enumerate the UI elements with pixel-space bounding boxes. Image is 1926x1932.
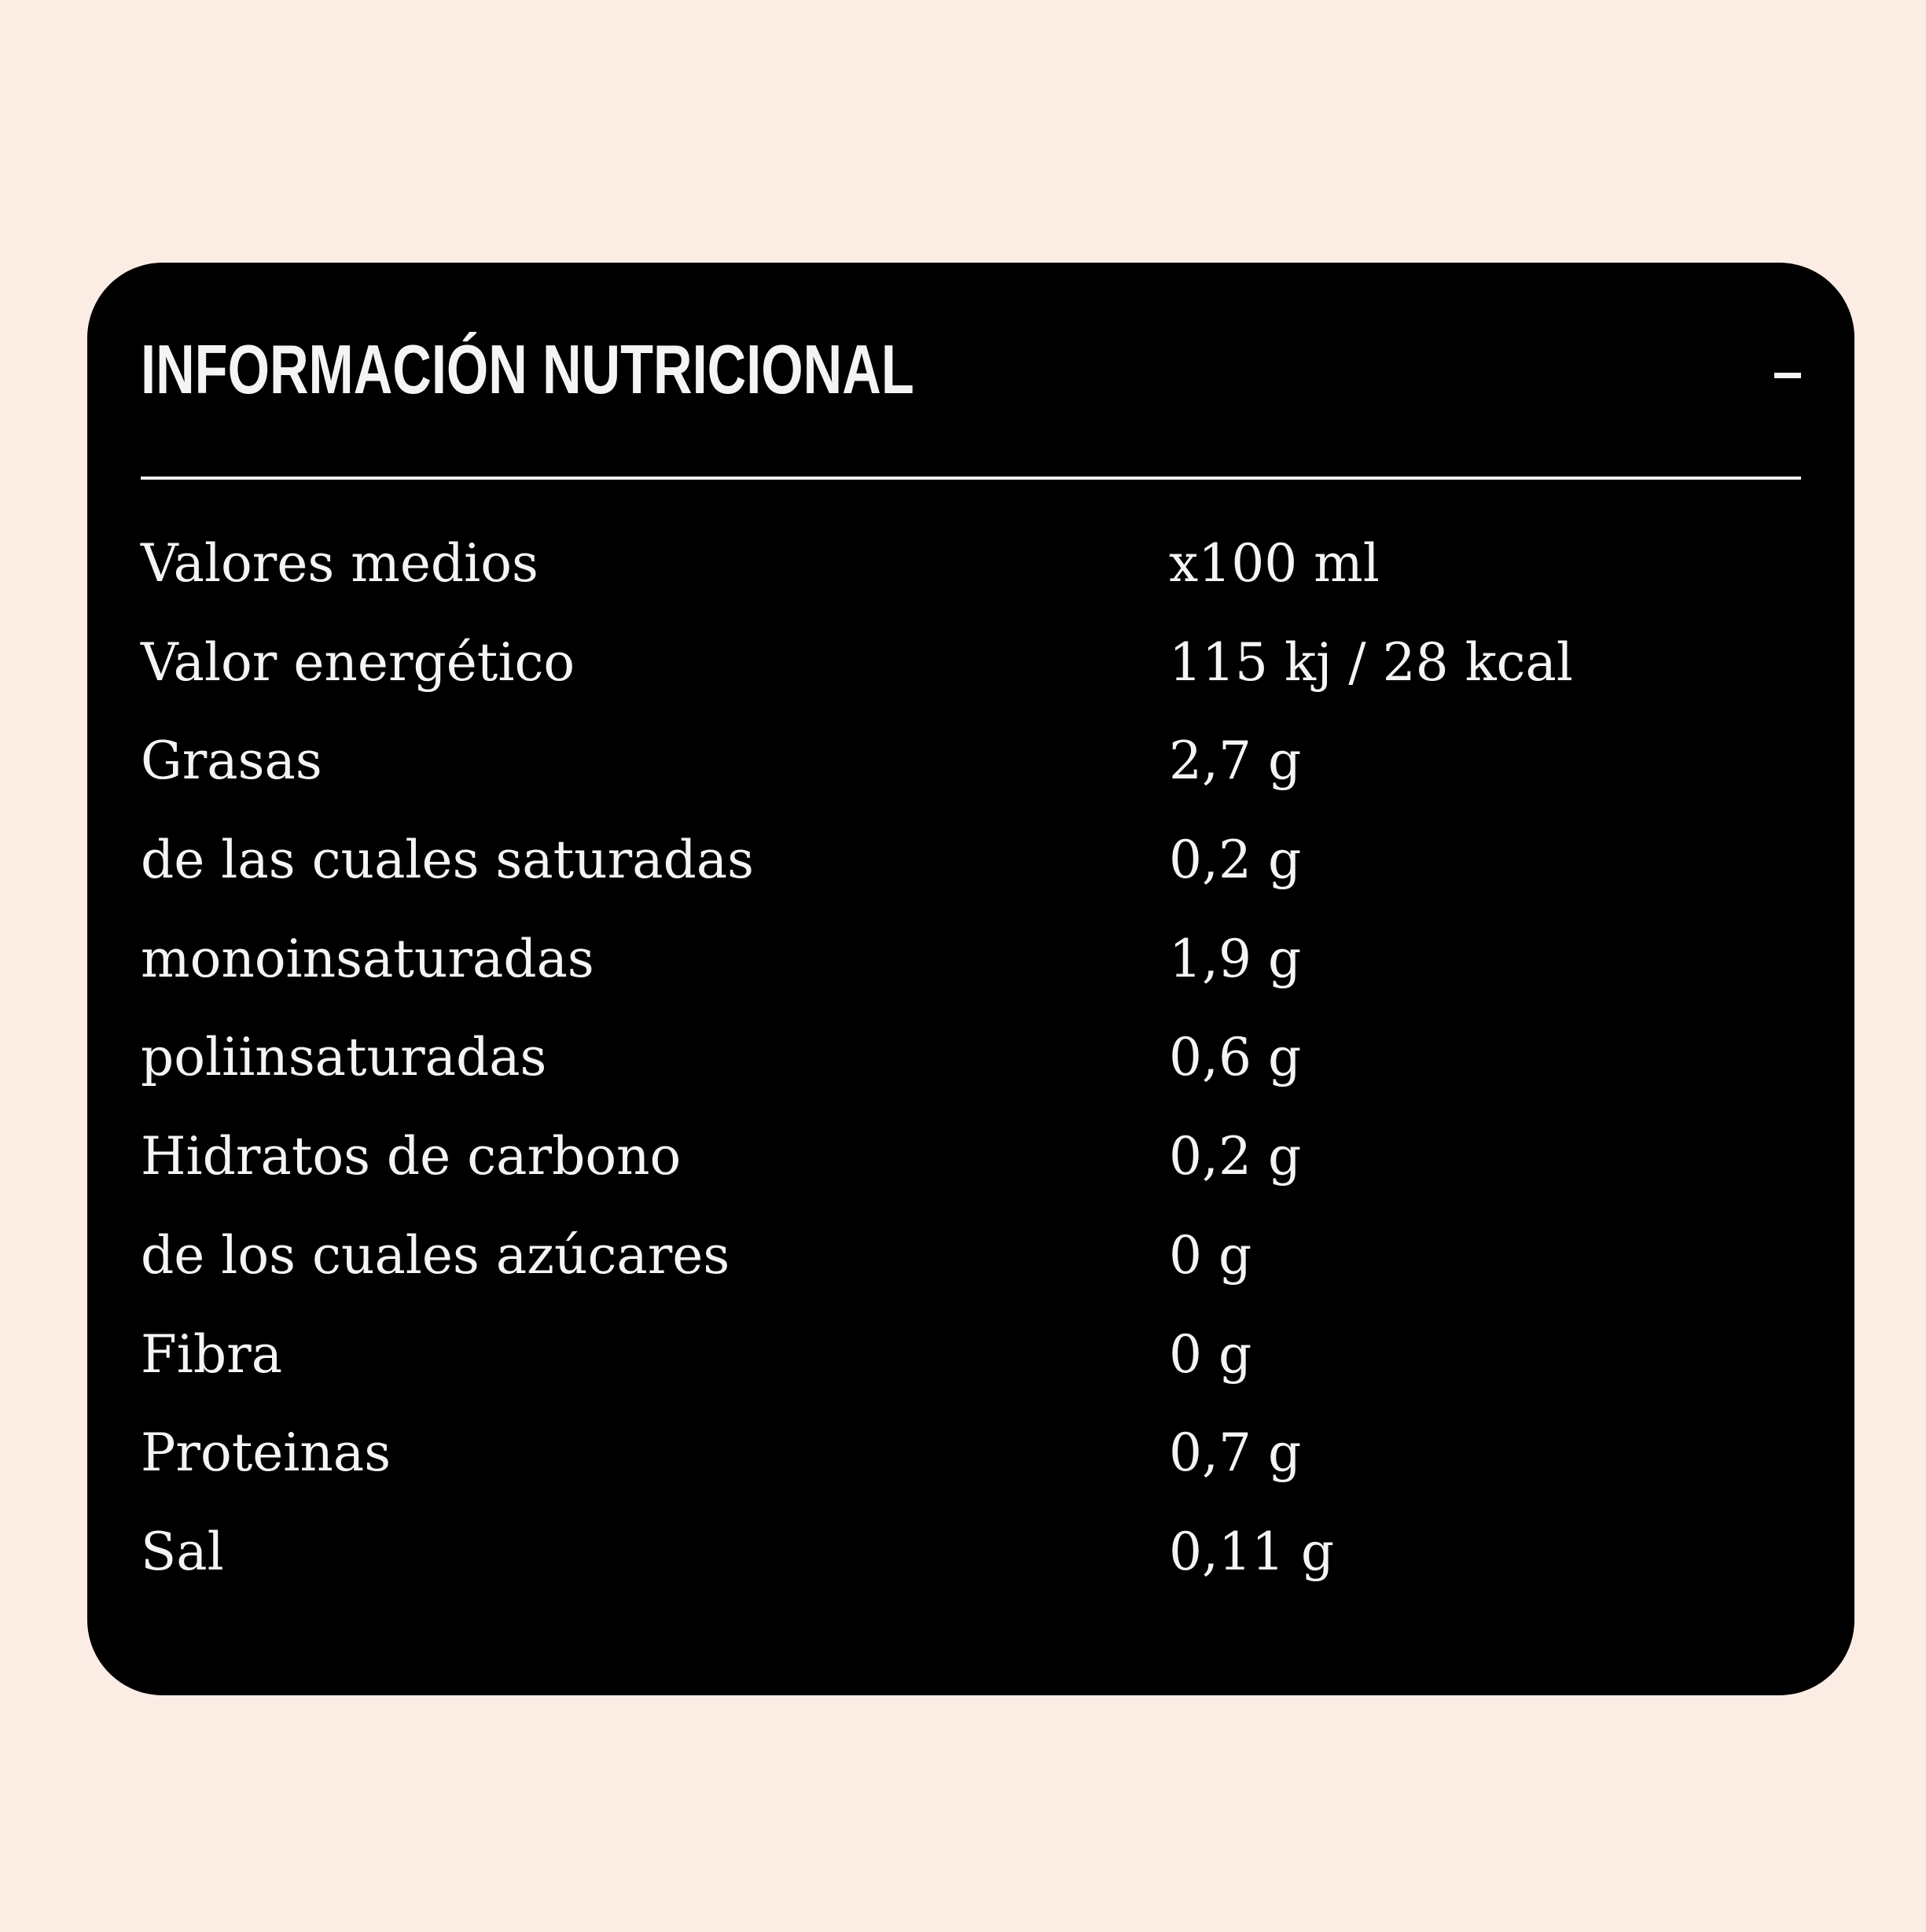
row-label: Sal bbox=[141, 1521, 224, 1582]
table-row bbox=[141, 1323, 1801, 1428]
nutrition-panel bbox=[87, 263, 1854, 1695]
nutrition-table bbox=[141, 533, 1801, 1625]
row-value: 0 g bbox=[1169, 1224, 1252, 1286]
row-value: 0,6 g bbox=[1169, 1027, 1302, 1088]
table-row bbox=[141, 631, 1801, 736]
minus-icon[interactable] bbox=[1774, 373, 1801, 378]
table-row bbox=[141, 1224, 1801, 1329]
panel-title: INFORMACIÓN NUTRICIONAL bbox=[141, 330, 914, 408]
row-value: x100 ml bbox=[1169, 533, 1380, 594]
row-label: Proteinas bbox=[141, 1422, 391, 1484]
row-label: Valores medios bbox=[141, 533, 538, 594]
row-value: 0,2 g bbox=[1169, 1126, 1302, 1187]
table-row bbox=[141, 830, 1801, 933]
table-row bbox=[141, 1027, 1801, 1131]
row-label: monoinsaturadas bbox=[141, 928, 594, 989]
table-row bbox=[141, 1521, 1801, 1625]
row-value: 115 kj / 28 kcal bbox=[1169, 631, 1573, 693]
panel-header[interactable] bbox=[141, 263, 1801, 480]
row-label: de las cuales saturadas bbox=[141, 830, 755, 891]
row-label: de los cuales azúcares bbox=[141, 1224, 730, 1286]
row-value: 2,7 g bbox=[1169, 730, 1302, 792]
table-row bbox=[141, 1422, 1801, 1526]
table-row bbox=[141, 533, 1801, 637]
row-value: 0 g bbox=[1169, 1323, 1252, 1385]
table-row bbox=[141, 730, 1801, 834]
row-label: Hidratos de carbono bbox=[141, 1126, 682, 1187]
table-row bbox=[141, 1126, 1801, 1230]
row-value: 0,11 g bbox=[1169, 1521, 1335, 1582]
row-label: Grasas bbox=[141, 730, 322, 792]
row-label: Fibra bbox=[141, 1323, 283, 1385]
row-value: 0,7 g bbox=[1169, 1422, 1302, 1484]
row-value: 1,9 g bbox=[1169, 928, 1302, 989]
row-label: poliinsaturadas bbox=[141, 1027, 547, 1088]
row-label: Valor energético bbox=[141, 631, 575, 693]
table-row bbox=[141, 928, 1801, 1032]
row-value: 0,2 g bbox=[1169, 830, 1302, 891]
